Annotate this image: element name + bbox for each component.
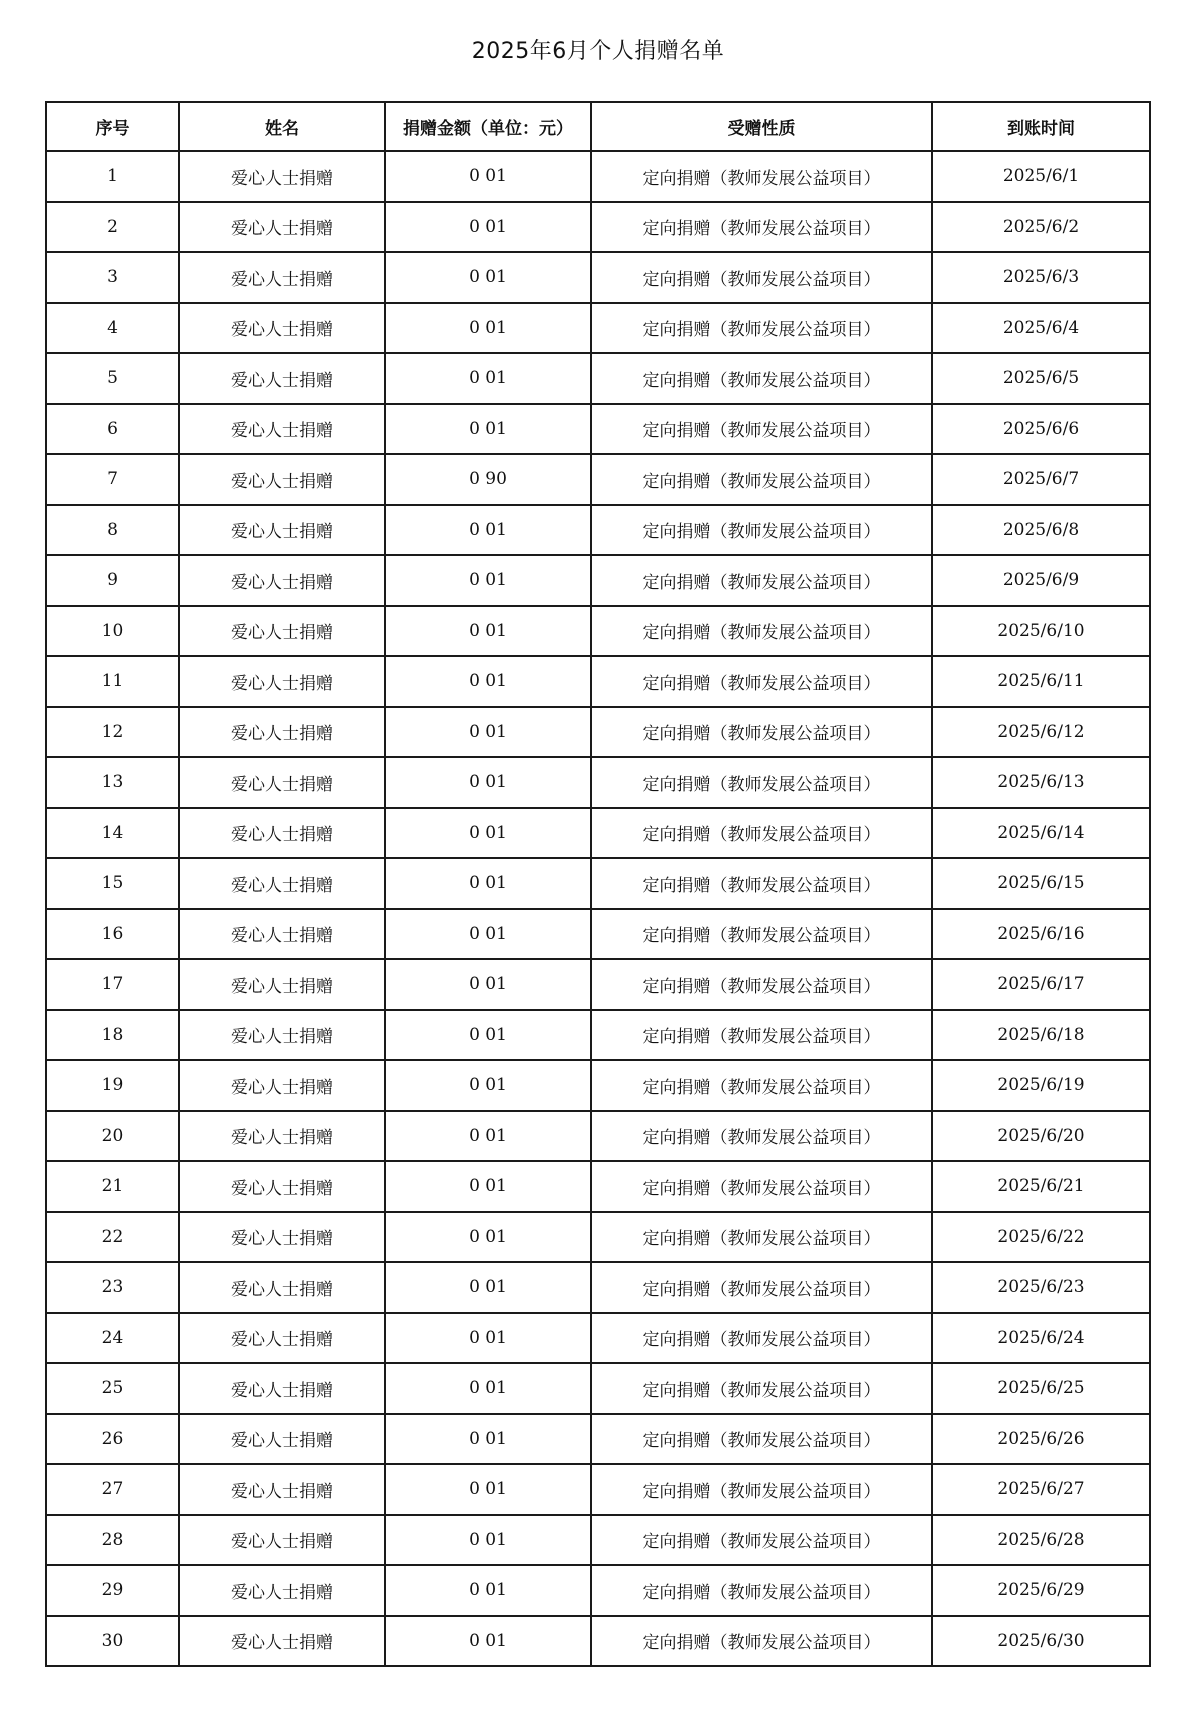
cell-amount: 0 01	[385, 1262, 591, 1313]
cell-date: 2025/6/13	[932, 757, 1150, 808]
cell-amount: 0 01	[385, 1111, 591, 1162]
cell-name: 爱心人士捐赠	[179, 606, 385, 657]
cell-seq: 19	[46, 1060, 179, 1111]
cell-amount: 0 01	[385, 252, 591, 303]
cell-amount: 0 01	[385, 656, 591, 707]
cell-seq: 30	[46, 1616, 179, 1667]
page-title: 2025年6月个人捐赠名单	[471, 39, 725, 64]
donation-table	[45, 101, 1151, 1667]
cell-name: 爱心人士捐赠	[179, 1515, 385, 1566]
cell-seq: 26	[46, 1414, 179, 1465]
cell-date: 2025/6/11	[932, 656, 1150, 707]
cell-amount: 0 01	[385, 1616, 591, 1667]
cell-name: 爱心人士捐赠	[179, 1464, 385, 1515]
cell-amount: 0 01	[385, 353, 591, 404]
cell-nature: 定向捐赠（教师发展公益项目）	[591, 1313, 932, 1364]
cell-name: 爱心人士捐赠	[179, 454, 385, 505]
cell-nature: 定向捐赠（教师发展公益项目）	[591, 1363, 932, 1414]
table-row	[46, 1313, 1150, 1364]
cell-nature: 定向捐赠（教师发展公益项目）	[591, 1060, 932, 1111]
cell-nature: 定向捐赠（教师发展公益项目）	[591, 707, 932, 758]
cell-name: 爱心人士捐赠	[179, 909, 385, 960]
cell-nature: 定向捐赠（教师发展公益项目）	[591, 454, 932, 505]
cell-seq: 25	[46, 1363, 179, 1414]
table-row	[46, 959, 1150, 1010]
cell-name: 爱心人士捐赠	[179, 858, 385, 909]
cell-nature: 定向捐赠（教师发展公益项目）	[591, 1010, 932, 1061]
cell-name: 爱心人士捐赠	[179, 1111, 385, 1162]
cell-name: 爱心人士捐赠	[179, 303, 385, 354]
cell-name: 爱心人士捐赠	[179, 1363, 385, 1414]
cell-name: 爱心人士捐赠	[179, 1161, 385, 1212]
table-row	[46, 202, 1150, 253]
cell-seq: 11	[46, 656, 179, 707]
cell-amount: 0 01	[385, 1363, 591, 1414]
cell-seq: 4	[46, 303, 179, 354]
cell-seq: 27	[46, 1464, 179, 1515]
table-row	[46, 858, 1150, 909]
cell-seq: 2	[46, 202, 179, 253]
cell-name: 爱心人士捐赠	[179, 808, 385, 859]
table-row	[46, 151, 1150, 202]
cell-seq: 13	[46, 757, 179, 808]
cell-seq: 22	[46, 1212, 179, 1263]
cell-amount: 0 01	[385, 707, 591, 758]
cell-date: 2025/6/30	[932, 1616, 1150, 1667]
cell-amount: 0 01	[385, 909, 591, 960]
cell-amount: 0 01	[385, 555, 591, 606]
cell-date: 2025/6/29	[932, 1565, 1150, 1616]
cell-seq: 18	[46, 1010, 179, 1061]
cell-amount: 0 01	[385, 1060, 591, 1111]
cell-seq: 21	[46, 1161, 179, 1212]
cell-amount: 0 01	[385, 202, 591, 253]
cell-seq: 5	[46, 353, 179, 404]
cell-amount: 0 01	[385, 808, 591, 859]
cell-nature: 定向捐赠（教师发展公益项目）	[591, 1464, 932, 1515]
cell-date: 2025/6/8	[932, 505, 1150, 556]
cell-date: 2025/6/24	[932, 1313, 1150, 1364]
table-row	[46, 656, 1150, 707]
cell-amount: 0 01	[385, 303, 591, 354]
cell-nature: 定向捐赠（教师发展公益项目）	[591, 1212, 932, 1263]
table-row	[46, 404, 1150, 455]
cell-nature: 定向捐赠（教师发展公益项目）	[591, 353, 932, 404]
cell-nature: 定向捐赠（教师发展公益项目）	[591, 555, 932, 606]
cell-amount: 0 01	[385, 606, 591, 657]
cell-date: 2025/6/10	[932, 606, 1150, 657]
table-row	[46, 353, 1150, 404]
table-body	[46, 151, 1150, 1666]
table-row	[46, 505, 1150, 556]
cell-seq: 24	[46, 1313, 179, 1364]
table-row	[46, 1616, 1150, 1667]
cell-seq: 1	[46, 151, 179, 202]
cell-amount: 0 01	[385, 505, 591, 556]
cell-amount: 0 01	[385, 1515, 591, 1566]
cell-seq: 6	[46, 404, 179, 455]
table-row	[46, 909, 1150, 960]
cell-nature: 定向捐赠（教师发展公益项目）	[591, 1515, 932, 1566]
table-row	[46, 707, 1150, 758]
cell-amount: 0 90	[385, 454, 591, 505]
column-header-date: 到账时间	[932, 102, 1150, 151]
cell-date: 2025/6/25	[932, 1363, 1150, 1414]
table-row	[46, 252, 1150, 303]
cell-seq: 17	[46, 959, 179, 1010]
cell-seq: 8	[46, 505, 179, 556]
cell-nature: 定向捐赠（教师发展公益项目）	[591, 1262, 932, 1313]
cell-amount: 0 01	[385, 1010, 591, 1061]
cell-seq: 20	[46, 1111, 179, 1162]
cell-date: 2025/6/6	[932, 404, 1150, 455]
cell-date: 2025/6/4	[932, 303, 1150, 354]
cell-name: 爱心人士捐赠	[179, 505, 385, 556]
cell-name: 爱心人士捐赠	[179, 707, 385, 758]
cell-amount: 0 01	[385, 959, 591, 1010]
cell-date: 2025/6/23	[932, 1262, 1150, 1313]
table-row	[46, 1161, 1150, 1212]
cell-seq: 9	[46, 555, 179, 606]
cell-seq: 15	[46, 858, 179, 909]
cell-nature: 定向捐赠（教师发展公益项目）	[591, 252, 932, 303]
cell-date: 2025/6/18	[932, 1010, 1150, 1061]
cell-name: 爱心人士捐赠	[179, 1313, 385, 1364]
table-row	[46, 1464, 1150, 1515]
cell-name: 爱心人士捐赠	[179, 404, 385, 455]
cell-nature: 定向捐赠（教师发展公益项目）	[591, 202, 932, 253]
table-row	[46, 606, 1150, 657]
table-row	[46, 1060, 1150, 1111]
cell-name: 爱心人士捐赠	[179, 353, 385, 404]
cell-amount: 0 01	[385, 858, 591, 909]
column-header-name: 姓名	[179, 102, 385, 151]
cell-nature: 定向捐赠（教师发展公益项目）	[591, 1111, 932, 1162]
cell-nature: 定向捐赠（教师发展公益项目）	[591, 505, 932, 556]
cell-nature: 定向捐赠（教师发展公益项目）	[591, 909, 932, 960]
cell-seq: 28	[46, 1515, 179, 1566]
cell-name: 爱心人士捐赠	[179, 959, 385, 1010]
cell-nature: 定向捐赠（教师发展公益项目）	[591, 404, 932, 455]
table-row	[46, 808, 1150, 859]
table-row	[46, 1515, 1150, 1566]
cell-nature: 定向捐赠（教师发展公益项目）	[591, 1414, 932, 1465]
table-row	[46, 1565, 1150, 1616]
cell-seq: 23	[46, 1262, 179, 1313]
column-header-nature: 受赠性质	[591, 102, 932, 151]
table-row	[46, 1363, 1150, 1414]
cell-nature: 定向捐赠（教师发展公益项目）	[591, 858, 932, 909]
column-header-seq: 序号	[46, 102, 179, 151]
cell-date: 2025/6/28	[932, 1515, 1150, 1566]
cell-nature: 定向捐赠（教师发展公益项目）	[591, 606, 932, 657]
cell-name: 爱心人士捐赠	[179, 1565, 385, 1616]
cell-date: 2025/6/3	[932, 252, 1150, 303]
cell-amount: 0 01	[385, 1212, 591, 1263]
cell-nature: 定向捐赠（教师发展公益项目）	[591, 959, 932, 1010]
cell-amount: 0 01	[385, 1565, 591, 1616]
cell-amount: 0 01	[385, 757, 591, 808]
cell-date: 2025/6/12	[932, 707, 1150, 758]
cell-date: 2025/6/15	[932, 858, 1150, 909]
cell-date: 2025/6/14	[932, 808, 1150, 859]
table-row	[46, 454, 1150, 505]
cell-nature: 定向捐赠（教师发展公益项目）	[591, 1161, 932, 1212]
cell-date: 2025/6/27	[932, 1464, 1150, 1515]
cell-seq: 12	[46, 707, 179, 758]
cell-seq: 10	[46, 606, 179, 657]
table-row	[46, 1414, 1150, 1465]
cell-name: 爱心人士捐赠	[179, 151, 385, 202]
cell-seq: 7	[46, 454, 179, 505]
cell-date: 2025/6/5	[932, 353, 1150, 404]
cell-nature: 定向捐赠（教师发展公益项目）	[591, 1565, 932, 1616]
cell-name: 爱心人士捐赠	[179, 757, 385, 808]
cell-date: 2025/6/17	[932, 959, 1150, 1010]
cell-date: 2025/6/7	[932, 454, 1150, 505]
cell-amount: 0 01	[385, 1414, 591, 1465]
cell-name: 爱心人士捐赠	[179, 1212, 385, 1263]
table-header-row	[46, 102, 1150, 151]
cell-amount: 0 01	[385, 1313, 591, 1364]
cell-amount: 0 01	[385, 151, 591, 202]
cell-date: 2025/6/2	[932, 202, 1150, 253]
cell-seq: 16	[46, 909, 179, 960]
table-row	[46, 757, 1150, 808]
cell-name: 爱心人士捐赠	[179, 1414, 385, 1465]
cell-date: 2025/6/9	[932, 555, 1150, 606]
cell-date: 2025/6/1	[932, 151, 1150, 202]
cell-date: 2025/6/20	[932, 1111, 1150, 1162]
table-row	[46, 1262, 1150, 1313]
cell-name: 爱心人士捐赠	[179, 1060, 385, 1111]
cell-nature: 定向捐赠（教师发展公益项目）	[591, 808, 932, 859]
cell-name: 爱心人士捐赠	[179, 1010, 385, 1061]
cell-name: 爱心人士捐赠	[179, 555, 385, 606]
cell-nature: 定向捐赠（教师发展公益项目）	[591, 656, 932, 707]
table-row	[46, 555, 1150, 606]
cell-date: 2025/6/26	[932, 1414, 1150, 1465]
cell-nature: 定向捐赠（教师发展公益项目）	[591, 1616, 932, 1667]
cell-amount: 0 01	[385, 404, 591, 455]
cell-date: 2025/6/21	[932, 1161, 1150, 1212]
table-row	[46, 1111, 1150, 1162]
table-row	[46, 1212, 1150, 1263]
cell-name: 爱心人士捐赠	[179, 202, 385, 253]
cell-amount: 0 01	[385, 1161, 591, 1212]
cell-name: 爱心人士捐赠	[179, 1616, 385, 1667]
table-row	[46, 1010, 1150, 1061]
cell-seq: 14	[46, 808, 179, 859]
table-row	[46, 303, 1150, 354]
cell-name: 爱心人士捐赠	[179, 656, 385, 707]
cell-nature: 定向捐赠（教师发展公益项目）	[591, 151, 932, 202]
cell-nature: 定向捐赠（教师发展公益项目）	[591, 303, 932, 354]
cell-seq: 3	[46, 252, 179, 303]
cell-name: 爱心人士捐赠	[179, 252, 385, 303]
cell-date: 2025/6/16	[932, 909, 1150, 960]
cell-name: 爱心人士捐赠	[179, 1262, 385, 1313]
cell-date: 2025/6/19	[932, 1060, 1150, 1111]
cell-date: 2025/6/22	[932, 1212, 1150, 1263]
cell-nature: 定向捐赠（教师发展公益项目）	[591, 757, 932, 808]
cell-seq: 29	[46, 1565, 179, 1616]
cell-amount: 0 01	[385, 1464, 591, 1515]
column-header-amount: 捐赠金额（单位：元）	[385, 102, 591, 151]
